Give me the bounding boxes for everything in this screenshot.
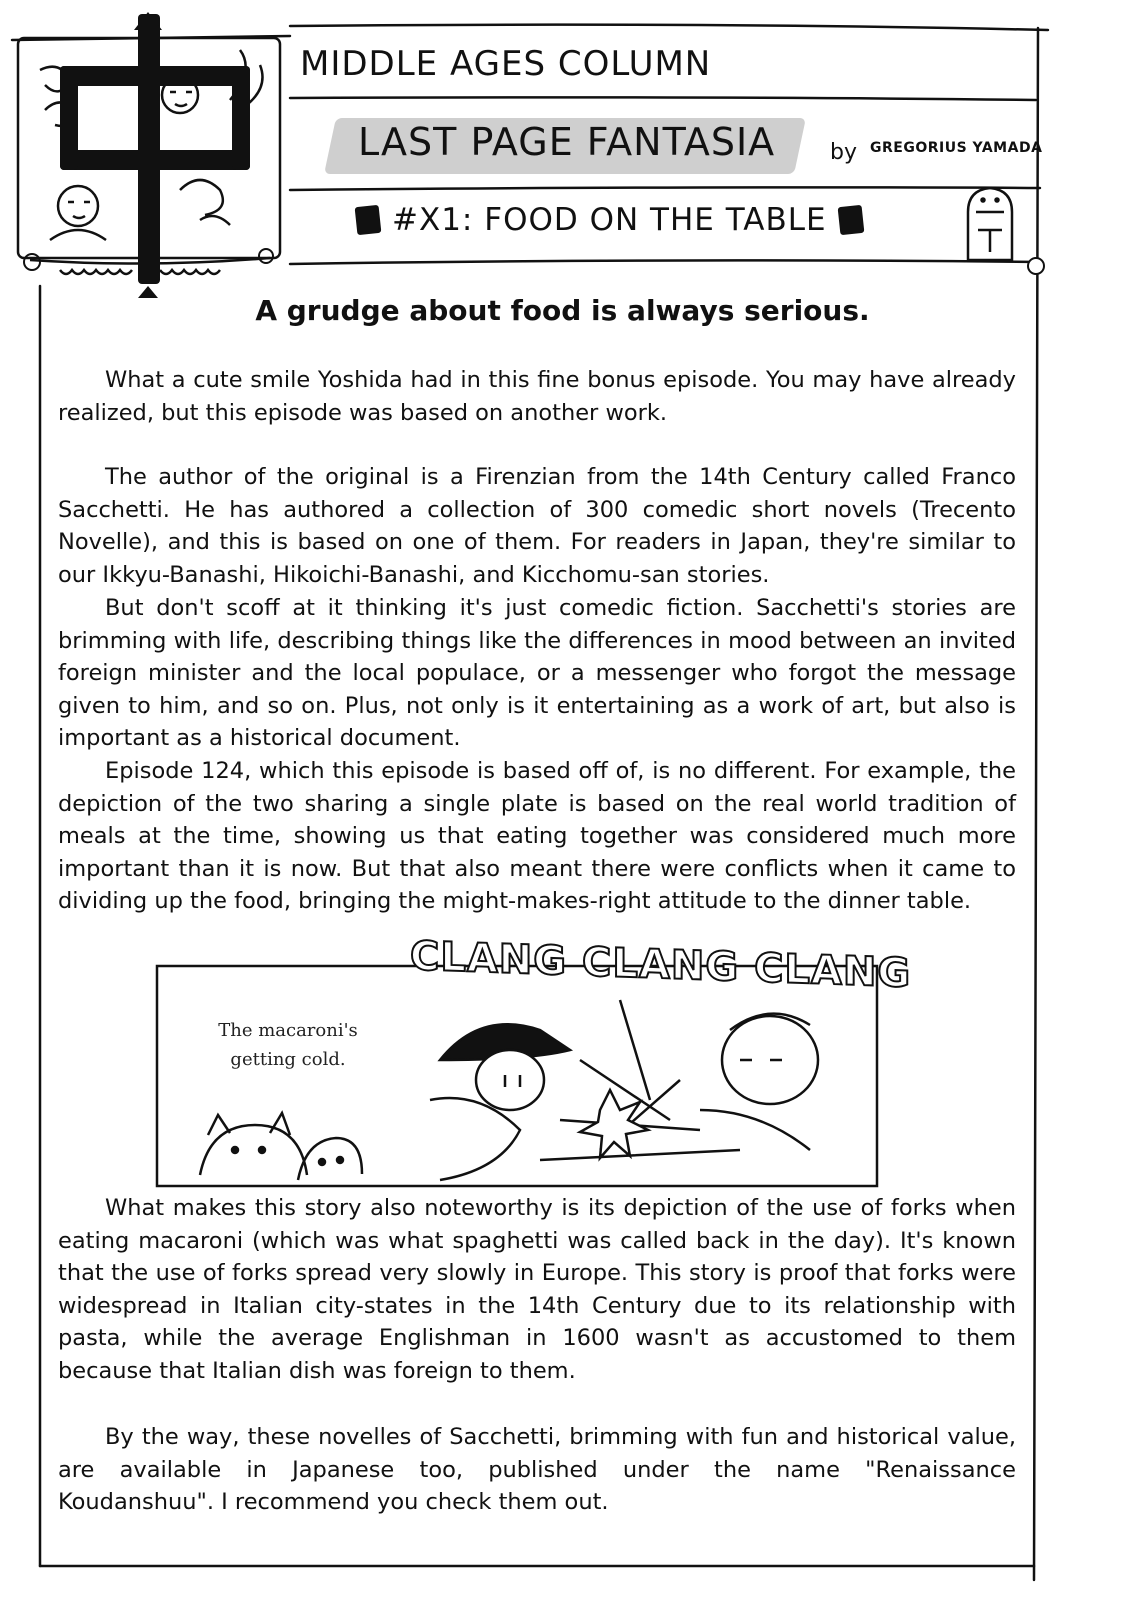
- byline-by: by: [830, 140, 857, 165]
- sound-effect: CLANG CLANG CLANG: [410, 933, 912, 997]
- episode-title: #X1: FOOD ON THE TABLE: [392, 202, 827, 238]
- paragraph-3: But don't scoff at it thinking it's just comedic fiction. Sacchetti's stories are brimming with life, describing things like the differences in mood between an invited foreign minister and the local populace, or a messenger who forgot the message given to him, and so on. Plus, not only is it entertaining as a work of art, but also is important as a historical document.: [58, 595, 1016, 752]
- comic-panel: [157, 966, 877, 1186]
- square-bullet-icon: [837, 205, 864, 235]
- paragraph-4: Episode 124, which this episode is based off of, is no different. For example, the depiction of the two sharing a single plate is based on the real world tradition of meals at the time, showing us that eating together was considered much more important than it is now. But that also meant there were conflicts when it came to dividing up the food, bringing the might-makes-right attitude to the dinner table.: [58, 758, 1016, 915]
- article-headline: A grudge about food is always serious.: [255, 294, 870, 327]
- mascot-shaker: [968, 188, 1012, 260]
- paragraph-2: The author of the original is a Firenzian from the 14th Century called Franco Sacchetti. He has authored a collection of 300 comedic short novels (Trecento Novelle), and this is based on one of them. For readers in Japan, they're similar to our Ikkyu-Banashi, Hikoichi-Banashi, and Kicchomu-san stories.: [58, 464, 1016, 588]
- square-bullet-icon: [355, 205, 382, 235]
- initial-letter: [60, 12, 250, 298]
- episode-row: [356, 200, 863, 240]
- byline-author: GREGORIUS YAMADA: [870, 140, 1043, 156]
- paragraph-5: What makes this story also noteworthy is its depiction of the use of forks when eating macaroni (which was what spaghetti was called back in the day). It's known that the use of forks spread very slowly in Europe. This story is proof that forks were widespread in Italian city-states in the 14th Century due to its relationship with pasta, while the average Englishman in 1600 wasn't as accustomed to them because that Italian dish was foreign to them.: [58, 1195, 1016, 1384]
- paragraph-1: What a cute smile Yoshida had in this fine bonus episode. You may have already realized, but this episode was based on another work.: [58, 367, 1016, 426]
- panel-caption: The macaroni's getting cold.: [218, 1020, 358, 1070]
- paragraph-6: By the way, these novelles of Sacchetti, brimming with fun and historical value, are available in Japanese too, published under the name "Renaissance Koudanshuu". I recommend you check them out.: [58, 1424, 1016, 1516]
- column-series-title: MIDDLE AGES COLUMN: [300, 44, 712, 84]
- column-title: LAST PAGE FANTASIA: [358, 120, 776, 164]
